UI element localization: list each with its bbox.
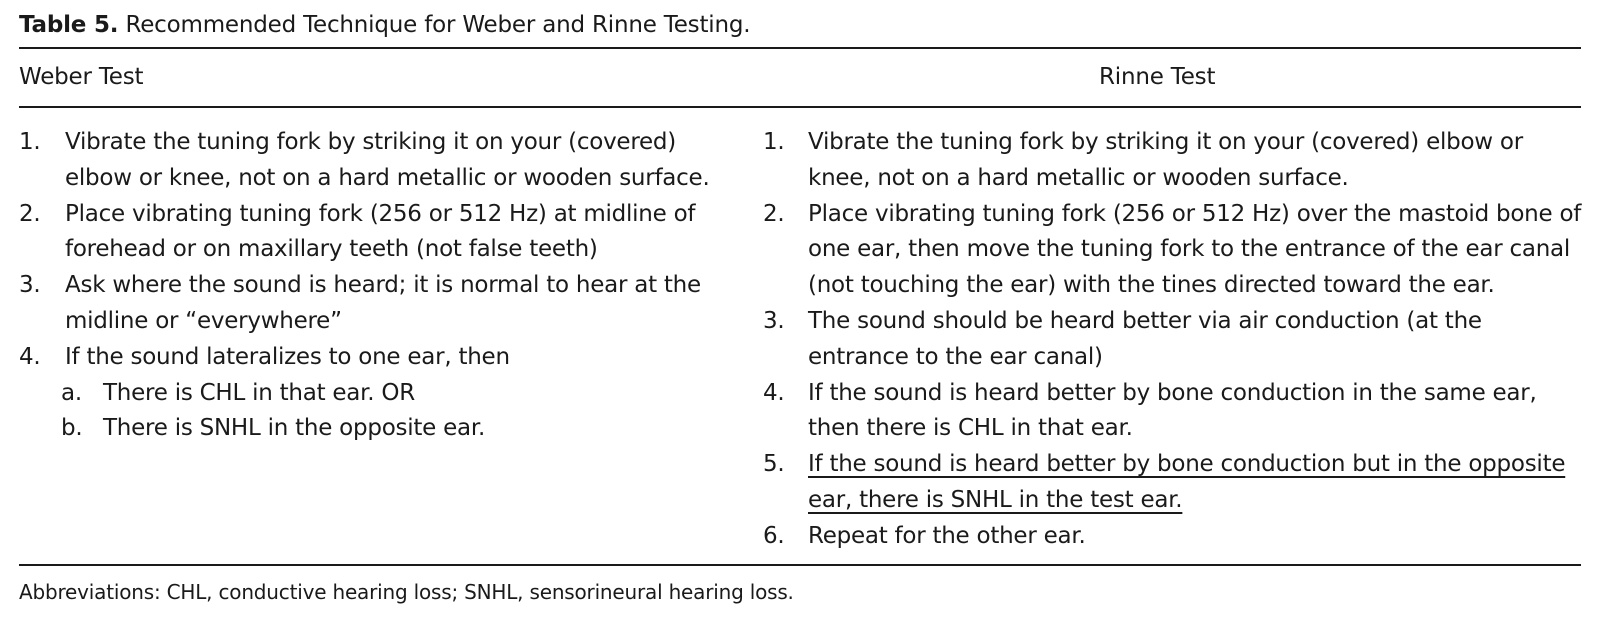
step-text-underlined: If the sound is heard better by bone conduction but in the opposite ear, there is SNHL in the test ear. — [808, 451, 1566, 513]
step-text: If the sound lateralizes to one ear, then — [65, 343, 510, 370]
step-text: Vibrate the tuning fork by striking it on your (covered) elbow or knee, not on a hard metallic or wooden surface. — [65, 129, 710, 191]
substep-letter: a. — [61, 379, 82, 406]
table-title: Recommended Technique for Weber and Rinne Testing. — [125, 12, 751, 38]
header-rule — [19, 106, 1581, 108]
weber-substep — [19, 376, 739, 412]
weber-step — [19, 340, 739, 376]
substep-text: There is CHL in that ear. OR — [103, 379, 415, 406]
step-number: 4. — [19, 343, 41, 370]
step-number: 5. — [763, 451, 785, 478]
weber-substep — [19, 411, 739, 447]
step-text: If the sound is heard better by bone conduction in the same ear, then there is CHL in that ear. — [808, 379, 1537, 442]
substep-letter: b. — [61, 415, 83, 442]
abbreviations-footnote: Abbreviations: CHL, conductive hearing loss; SNHL, sensorineural hearing loss. — [19, 580, 794, 604]
weber-steps-list — [19, 125, 739, 447]
step-number: 3. — [763, 307, 785, 334]
top-rule — [19, 47, 1581, 49]
weber-column-header: Weber Test — [19, 64, 144, 90]
bottom-rule — [19, 564, 1581, 566]
step-number: 1. — [19, 129, 41, 155]
step-text: Repeat for the other ear. — [808, 522, 1086, 549]
weber-step — [19, 125, 739, 197]
table-caption — [19, 12, 750, 38]
step-text: Place vibrating tuning fork (256 or 512 Hz) over the mastoid bone of one ear, then move the tuning fork to the entrance of the ear canal (not touching the ear) with the tines directed toward the ear. — [808, 200, 1582, 299]
step-number: 6. — [763, 522, 785, 549]
rinne-column-header: Rinne Test — [1099, 64, 1216, 90]
step-number: 2. — [19, 200, 41, 227]
step-text: Place vibrating tuning fork (256 or 512 Hz) at midline of forehead or on maxillary teeth (not false teeth) — [65, 200, 696, 263]
weber-step — [19, 197, 739, 269]
rinne-step — [763, 447, 1583, 519]
rinne-step — [763, 376, 1583, 448]
rinne-step — [763, 197, 1583, 304]
table-label: Table 5. — [19, 12, 119, 38]
weber-step — [19, 268, 739, 340]
step-number: 4. — [763, 379, 785, 406]
step-text: Ask where the sound is heard; it is normal to hear at the midline or “everywhere” — [65, 272, 701, 334]
step-text: Vibrate the tuning fork by striking it on your (covered) elbow or knee, not on a hard metallic or wooden surface. — [808, 129, 1523, 191]
step-number: 3. — [19, 272, 41, 299]
rinne-steps-list — [763, 125, 1583, 555]
step-text: The sound should be heard better via air conduction (at the entrance to the ear canal) — [808, 307, 1482, 370]
rinne-step — [763, 519, 1583, 555]
rinne-step — [763, 304, 1583, 376]
step-number: 1. — [763, 129, 785, 155]
step-number: 2. — [763, 200, 785, 227]
rinne-step — [763, 125, 1583, 197]
substep-text: There is SNHL in the opposite ear. — [103, 415, 486, 442]
